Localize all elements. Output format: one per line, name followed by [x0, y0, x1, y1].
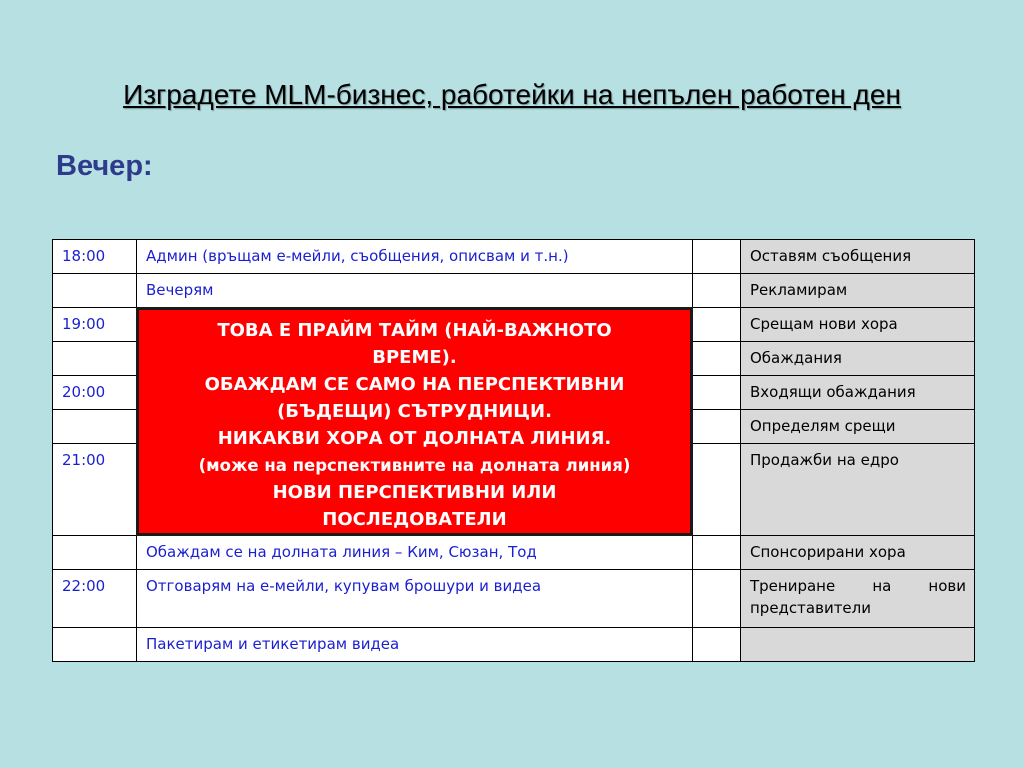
right-activity-cell: Определям срещи — [741, 410, 975, 444]
right-activity-cell: Оставям съобщения — [741, 240, 975, 274]
table-row — [53, 570, 975, 628]
right-activity-cell: Спонсорирани хора — [741, 536, 975, 570]
callout-line: НОВИ ПЕРСПЕКТИВНИ ИЛИ — [272, 482, 557, 503]
time-cell: 18:00 — [53, 240, 137, 274]
slide-title: Изградете MLM-бизнес, работейки на непълен работен ден — [123, 79, 901, 110]
time-cell — [53, 342, 137, 376]
callout-line: (БЪДЕЩИ) СЪТРУДНИЦИ. — [277, 401, 552, 422]
table-row — [53, 274, 975, 308]
callout-line: НИКАКВИ ХОРА ОТ ДОЛНАТА ЛИНИЯ. — [217, 428, 612, 449]
spacer-cell — [693, 536, 741, 570]
activity-cell: Отговарям на е-мейли, купувам брошури и видеа — [137, 570, 693, 628]
right-activity-cell: Обаждания — [741, 342, 975, 376]
time-cell — [53, 628, 137, 662]
time-cell: 21:00 — [53, 444, 137, 536]
spacer-cell — [693, 342, 741, 376]
table-row — [53, 628, 975, 662]
right-activity-line: Трениране на нови — [750, 577, 966, 595]
right-activity-cell: Продажби на едро — [741, 444, 975, 536]
right-activity-cell: Срещам нови хора — [741, 308, 975, 342]
spacer-cell — [693, 410, 741, 444]
section-heading: Вечер: — [56, 150, 153, 182]
time-cell — [53, 274, 137, 308]
activity-cell: Обаждам се на долната линия – Ким, Сюзан, Тод — [137, 536, 693, 570]
right-activity-cell — [741, 628, 975, 662]
activity-cell: Пакетирам и етикетирам видеа — [137, 628, 693, 662]
spacer-cell — [693, 240, 741, 274]
table-row — [53, 536, 975, 570]
spacer-cell — [693, 274, 741, 308]
activity-cell: Вечерям — [137, 274, 693, 308]
time-cell: 20:00 — [53, 376, 137, 410]
time-cell: 19:00 — [53, 308, 137, 342]
time-cell — [53, 410, 137, 444]
spacer-cell — [693, 570, 741, 628]
callout-line: ТОВА Е ПРАЙМ ТАЙМ (НАЙ-ВАЖНОТО — [217, 320, 612, 341]
right-activity-cell: Входящи обаждания — [741, 376, 975, 410]
callout-line: ПОСЛЕДОВАТЕЛИ — [322, 509, 507, 530]
right-activity-cell — [741, 570, 975, 628]
spacer-cell — [693, 376, 741, 410]
right-activity-line: представители — [750, 599, 871, 617]
table-row — [53, 240, 975, 274]
right-activity-cell: Рекламирам — [741, 274, 975, 308]
spacer-cell — [693, 308, 741, 342]
callout-line: ВРЕМЕ). — [372, 347, 457, 368]
callout-line: ОБАЖДАМ СЕ САМО НА ПЕРСПЕКТИВНИ — [204, 374, 625, 395]
spacer-cell — [693, 444, 741, 536]
time-cell: 22:00 — [53, 570, 137, 628]
time-cell — [53, 536, 137, 570]
prime-time-callout — [136, 307, 693, 536]
spacer-cell — [693, 628, 741, 662]
callout-line: (може на перспективните на долната линия) — [198, 456, 631, 475]
activity-cell: Админ (връщам е-мейли, съобщения, описвам и т.н.) — [137, 240, 693, 274]
